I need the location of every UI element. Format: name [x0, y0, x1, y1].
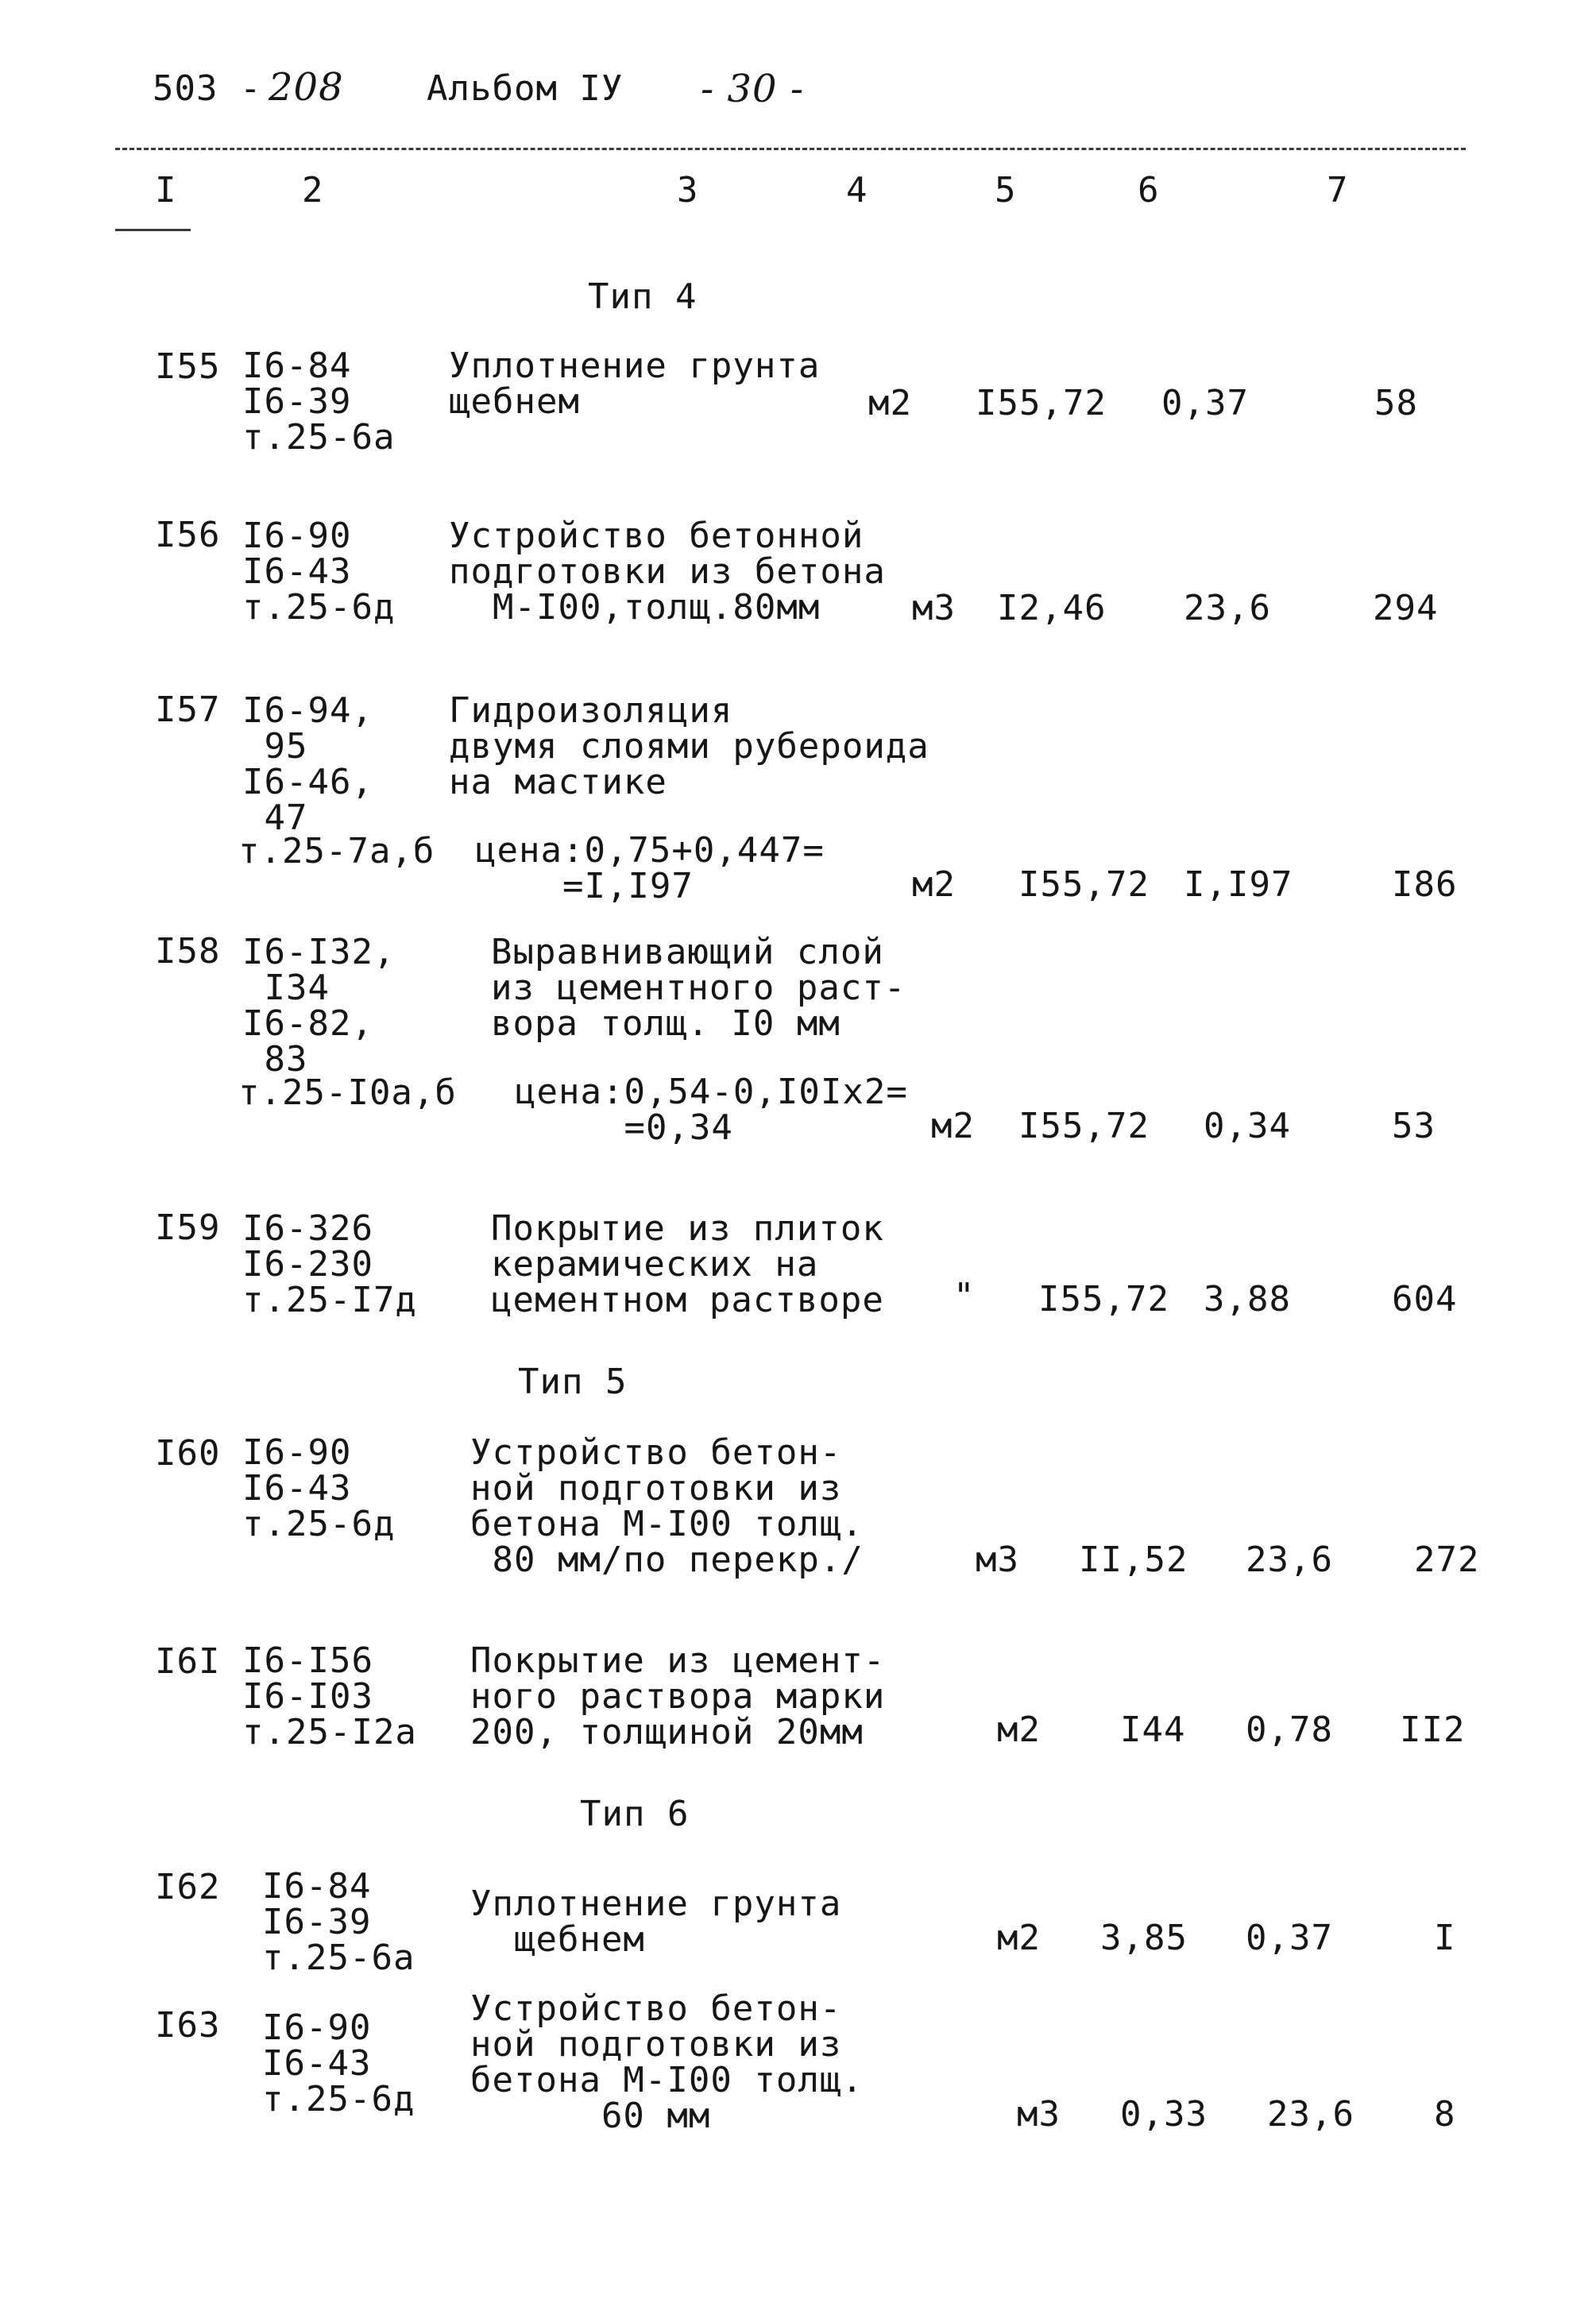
row-I55-codes: I6-84 I6-39 т.25-6а [242, 346, 396, 458]
row-I60-num: I60 [155, 1433, 221, 1474]
row-I60-qty: II,52 [1079, 1540, 1188, 1580]
row-I59-total: 604 [1392, 1279, 1458, 1320]
row-I58-total: 53 [1392, 1106, 1436, 1146]
row-I59-qty: I55,72 [1038, 1279, 1169, 1320]
row-I62-unit: м2 [997, 1918, 1041, 1958]
col-header-5: 5 [995, 170, 1017, 211]
row-I63-price: 23,6 [1267, 2094, 1354, 2135]
row-I57-num: I57 [155, 690, 221, 730]
row-I57-calc: цена:0,75+0,447= =I,I97 [475, 830, 825, 906]
album-label: Альбом IУ [427, 68, 624, 109]
row-I62-desc: Уплотнение грунта щебнем [470, 1884, 842, 1960]
row-I56-codes: I6-90 I6-43 т.25-6д [242, 516, 396, 628]
row-I62-num: I62 [155, 1867, 221, 1907]
row-I56-price: 23,6 [1184, 588, 1271, 628]
row-I6I-price: 0,78 [1246, 1710, 1333, 1750]
row-I60-price: 23,6 [1246, 1540, 1333, 1580]
row-I55-total: 58 [1374, 383, 1418, 423]
row-I63-total: 8 [1434, 2094, 1456, 2135]
row-I59-codes: I6-326 I6-230 т.25-I7д [242, 1208, 417, 1320]
row-I57-desc: Гидроизоляция двумя слоями рубероида на мастике [449, 690, 929, 802]
series-prefix: 503 - [153, 68, 262, 109]
row-I59-num: I59 [155, 1207, 221, 1248]
row-I56-total: 294 [1373, 588, 1439, 628]
row-I6I-unit: м2 [997, 1710, 1041, 1750]
row-I58-price: 0,34 [1204, 1106, 1291, 1146]
section-type-6: Тип 6 [580, 1794, 690, 1834]
row-I63-unit: м3 [1017, 2094, 1061, 2135]
row-I55-num: I55 [155, 346, 221, 387]
row-I62-codes: I6-84 I6-39 т.25-6а [262, 1866, 415, 1978]
row-I60-codes: I6-90 I6-43 т.25-6д [242, 1432, 396, 1544]
row-I63-qty: 0,33 [1120, 2094, 1208, 2135]
section-type-4: Тип 4 [588, 276, 698, 317]
row-I62-qty: 3,85 [1100, 1918, 1188, 1958]
row-I58-calc: цена:0,54-0,I0Iх2= =0,34 [515, 1072, 908, 1148]
row-I57-total: I86 [1392, 864, 1458, 905]
row-I59-unit: " [953, 1276, 976, 1316]
col-header-7: 7 [1327, 170, 1349, 211]
page-number: - 30 - [701, 67, 805, 111]
row-I56-unit: м3 [912, 588, 956, 628]
row-I57-codes: I6-94, 95 I6-46, 47 [242, 690, 373, 838]
row-I56-num: I56 [155, 515, 221, 555]
row-I57-qty: I55,72 [1018, 864, 1150, 905]
row-I60-unit: м3 [976, 1540, 1019, 1580]
row-I55-unit: м2 [868, 383, 912, 423]
row-I58-qty: I55,72 [1018, 1106, 1150, 1146]
row-I58-unit: м2 [931, 1106, 975, 1146]
col-header-4: 4 [846, 170, 868, 211]
row-I58-codes: I6-I32, I34 I6-82, 83 [242, 932, 396, 1080]
row-I6I-num: I6I [155, 1641, 221, 1682]
header-rule-bottom [115, 229, 191, 231]
col-header-1: I [155, 170, 177, 211]
row-I59-desc: Покрытие из плиток керамических на цементном растворе [491, 1208, 884, 1320]
col-header-6: 6 [1138, 170, 1160, 211]
row-I56-qty: I2,46 [997, 588, 1107, 628]
row-I63-codes: I6-90 I6-43 т.25-6д [262, 2007, 415, 2119]
row-I6I-desc: Покрытие из цемент- ного раствора марки 200, толщиной 20мм [470, 1640, 886, 1752]
row-I59-price: 3,88 [1204, 1279, 1291, 1320]
row-I57-codes-tail: т.25-7а,б [238, 831, 435, 871]
row-I55-price: 0,37 [1161, 383, 1249, 423]
row-I58-desc: Выравнивающий слой из цементного раст- вора толщ. I0 мм [491, 932, 906, 1044]
row-I6I-codes: I6-I56 I6-I03 т.25-I2а [242, 1640, 417, 1752]
row-I6I-qty: I44 [1120, 1710, 1186, 1750]
row-I56-desc: Устройство бетонной подготовки из бетона М-I00,толщ.80мм [449, 516, 886, 628]
section-type-5: Тип 5 [518, 1362, 628, 1402]
row-I55-qty: I55,72 [976, 383, 1107, 423]
series-number: 208 [269, 65, 344, 110]
row-I62-price: 0,37 [1246, 1918, 1333, 1958]
row-I58-num: I58 [155, 931, 221, 972]
col-header-2: 2 [302, 170, 324, 211]
row-I57-unit: м2 [912, 864, 956, 905]
row-I63-desc: Устройство бетон- ной подготовки из бетона М-I00 толщ. 60 мм [470, 1988, 864, 2136]
row-I55-desc: Уплотнение грунта щебнем [449, 346, 821, 422]
row-I60-total: 272 [1414, 1540, 1480, 1580]
row-I62-total: I [1434, 1918, 1456, 1958]
row-I57-price: I,I97 [1184, 864, 1293, 905]
row-I60-desc: Устройство бетон- ной подготовки из бетона М-I00 толщ. 80 мм/по перекр./ [470, 1432, 864, 1580]
col-header-3: 3 [677, 170, 699, 211]
row-I6I-total: II2 [1400, 1710, 1466, 1750]
row-I63-num: I63 [155, 2005, 221, 2046]
header-rule-top [115, 148, 1466, 150]
row-I58-codes-tail: т.25-I0а,б [238, 1072, 457, 1113]
